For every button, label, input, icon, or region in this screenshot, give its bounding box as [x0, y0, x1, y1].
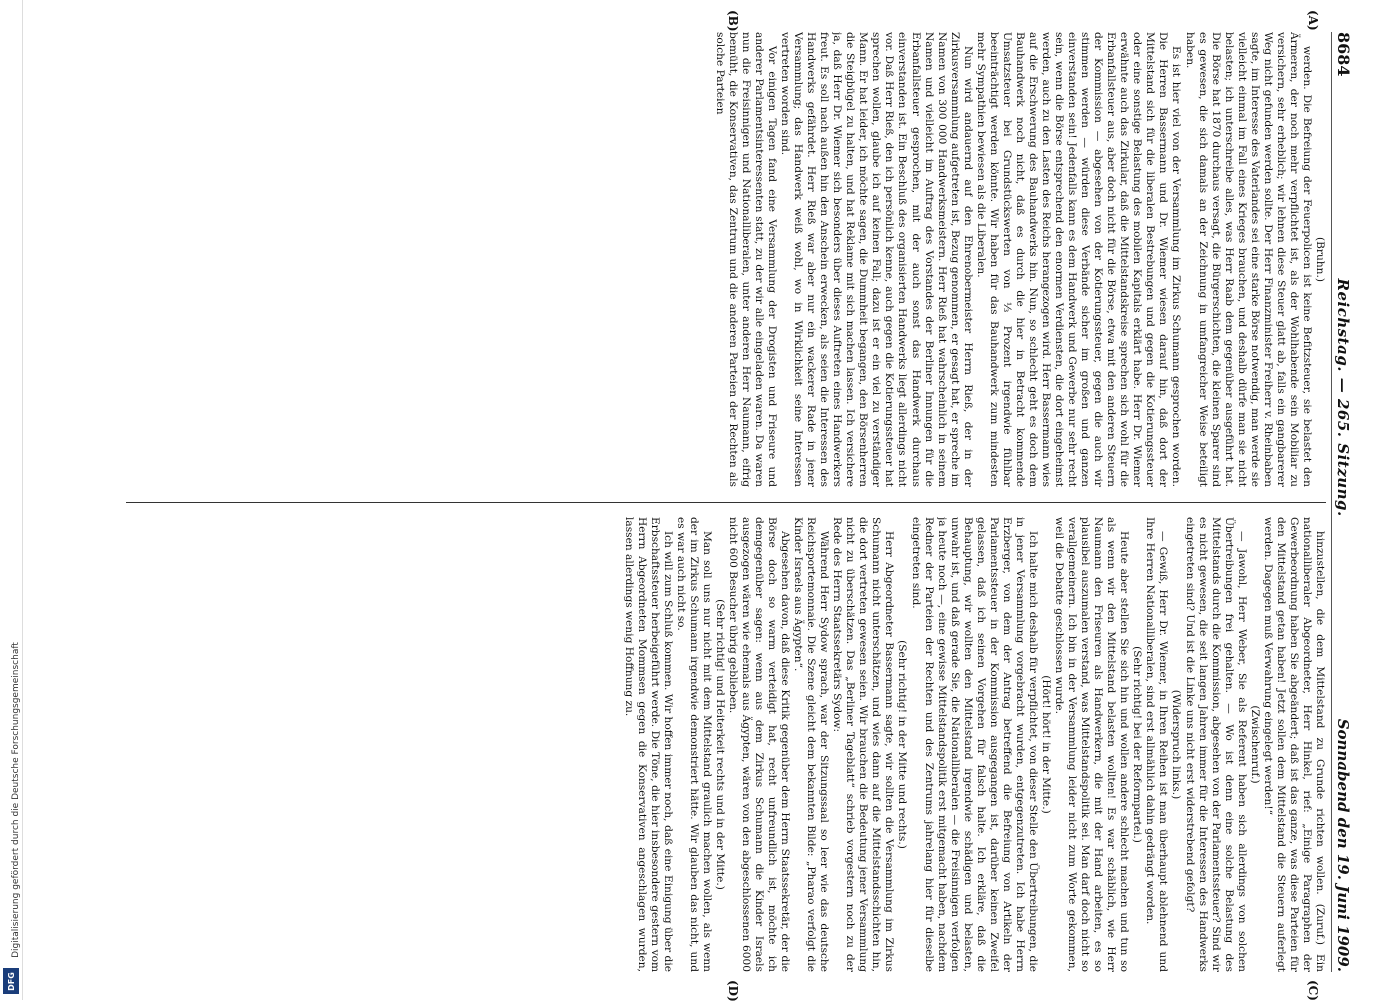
- paragraph: (Sehr richtig! in der Mitte und rechts.): [896, 640, 909, 849]
- paragraph: Nun wird andauernd auf den Ehrenobermeister Herrn Rieß, der in der Zirkusversammlung aufgetreten ist, Bezug genommen, er gesagt hat, er spreche im Namen von 300 000 Handwerksmeistern. Herr Rieß hat wahrscheinlich in seinem Namen und vielleicht im Auftrag des Vorstandes der Berliner Innungen für die Erbanfallsteuer gesprochen, mit der auch sonst das Handwerk durchaus einverstanden ist. Ein Beschluß des organisierten Handwerks liegt allerdings nicht vor. Daß Herr Rieß, den ich persönlich kenne, auch gegen die Kotierungssteuer hat sprechen wollen, glaube ich auf keinen Fall; dazu ist er ein viel zu verständiger Mann. Er hat leider, ich möchte sagen, die Dummheit begangen, den Börsenherren die Steigbügel zu halten, und hat Reklame mit sich machen lassen. Ich versichere ja, daß Herr Dr. Wiemer sich besonders über dieses Auftreten eines Handwerkers freut. Es soll nach außen hin den Anschein erwecken, als seien die Interessen des Handwerks gefährdet. Herr Rieß war aber nur ein wackerer Rade in jener Versammlung; das Handwerk weiß wohl, wo in Wirklichkeit seine Interessen vertreten worden sind.: [779, 32, 974, 487]
- paragraph: (Sehr richtig! und Heiterkeit rechts und in der Mitte.): [713, 599, 726, 890]
- paragraph: (Hört! hört! in der Mitte.): [1040, 675, 1053, 814]
- paragraph: — Gewiß, Herr Dr. Wiemer, in Ihren Reihen ist man überhaupt ablehnend und Ihre Herren Nationalliberalen, sind erst allmählich dahin gedrängt worden.: [1144, 517, 1170, 972]
- digitization-credit: Digitalisierung gefördert durch die Deutsche Forschungsgemeinschaft: [11, 642, 21, 958]
- newspaper-page: [60, 10, 1360, 1002]
- paragraph: Ich will zum Schluß kommen. Wir hoffen immer noch, daß eine Einigung über die Erbschaftssteuer herbeigeführt werde. Die Töne, die hier insbesondere gestern vom Herrn Abgeordneten Mommsen gegen die Konservativen angeschlagen wurden, lassen allerdings wenig Hoffnung zu.: [622, 517, 674, 972]
- digitization-strip: [0, 0, 23, 1000]
- speaker-tag: (Bruhn.): [1314, 237, 1326, 282]
- paragraph: Heute aber stellen Sie sich hin und wollen andere schlecht machen und tun so als wenn wir den Mittelstand belasten wollten! Es war schäblich, wie Herr Naumann den Friseuren als Handwerkern, die mit der Hand arbeiten, es so plausibel auszumalen verstand, was Mittelstandspolitik sei. Man darf doch nicht so verallgemeinern. Ich bin in der Versammlung leider nicht zum Worte gekommen, weil die Debatte geschlossen wurde.: [1053, 517, 1131, 972]
- dfg-logo: [3, 968, 19, 994]
- right-column: [66, 517, 1326, 972]
- paragraph: Herr Abgeordneter Bassermann sagte, wir sollten die Versammlung im Zirkus Schumann nicht unterschätzen, und wies dann auf die Mittelstandsschichten hin, die dort vertreten gewesen seien. Wir brauchen die Bedeutung jener Versammlung nicht zu überschätzen. Das „Berliner Tageblatt“ schrieb vorgestern noch zu der Rede des Herrn Staatssekretärs Sydow:: [831, 517, 896, 972]
- paragraph: Abgesehen davon, daß diese Kritik gegenüber dem Herrn Staatssekretär, der die Börse doch so warm verteidigt hat, recht unfreundlich ist, möchte ich demgegenüber sagen: wenn aus dem Zirkus Schumann die Kinder Israels ausgezogen wären wie ehemals aus Ägypten, wären von den abgeschlossenen 6000 nicht 600 Besucher übrig geblieben.: [726, 517, 792, 972]
- page-header: [1331, 32, 1360, 972]
- paragraph: (Zwischenruf.): [1248, 705, 1261, 784]
- paragraph: (Sehr richtig! bei der Reformpartei.): [1131, 646, 1144, 843]
- paragraph: Vor einigen Tagen fand eine Versammlung der Drogisten und Friseure und anderer Parlamentsinteressenten statt, zu der wir alle eingeladen waren. Da waren nun die Freisinnigen und Nationalliberalen, unter anderen Herr Naumann, eifrig bemüht, die Konservativen, das Zentrum und die anderen Parteien der Rechten als solche Parteien: [713, 32, 779, 487]
- margin-marker-d: (D): [726, 980, 740, 1002]
- paragraph: Ich halte mich deshalb für verpflichtet, von dieser Stelle den Übertreibungen, die in jener Versammlung vorgebracht wurden, entgegenzutreten. Ich habe Herrn Erzberger, von dem der Antrag betreffend die Befreiung von Artikeln der Parlamentssteuer in der Kommission ausgegangen ist, darüber keinen Zweifel gelassen, daß ich seinen Vorgehen für falsch halte. Ich erkläre, daß die Behauptung, wir wollten den Mittelstand irgendwie schädigen und belasten, unwahr ist, und daß gerade Sie, die Nationalliberalen — die Freisinnigen verfolgen ja heute noch —, eine gewisse Mittelstandspolitik erst mitgemacht haben, nachdem Redner der Parteien der Rechten und des Zentrums jahrelang hier für dieselbe eingetreten sind.: [909, 517, 1039, 972]
- page-number: 8684: [1334, 32, 1353, 77]
- margin-marker-a: (A): [1306, 10, 1320, 31]
- margin-marker-b: (B): [726, 10, 740, 32]
- paragraph: — Jawohl, Herr Weber, Sie als Referent haben sich allerdings von solchen Übertreibungen frei gehalten. — Wo ist denn eine solche Belastung des Mittelstands durch die Kommission, abgesehen von der Parlamentssteuer? Sind wir es nicht gewesen, die seit langen Jahren immer für die Interessen des Handwerks eingetreten sind? Und ist die Linke uns nicht erst widerstrebend gefolgt?: [1183, 517, 1248, 972]
- paragraph: Man soll uns nur nicht mit dem Mittelstand graulich machen wollen, als wenn der im Zirkus Schumann irgendwie demonstriert hätte. Wir glauben das nicht, und es war auch nicht so.: [674, 517, 713, 972]
- dfg-logo-text: DFG: [6, 971, 16, 991]
- paragraph: hinzustellen, die dem Mittelstand zu Grunde richten wollen. (Zuruf.) Ein nationalliberaler Abgeordneter, Herr Hinkel, rief: „Einige Paragraphen der Gewerbeordnung haben Sie abgeändert; daß ist das ganze, was diese Parteien für den Mittelstand getan haben! Jetzt sollen dem Mittelstand die Steuern auferlegt werden. Dagegen muß Verwahrung eingelegt werden!“: [1261, 517, 1326, 972]
- session-date: Sonnabend den 19. Juni 1909.: [1334, 718, 1352, 972]
- paragraph: (Widerspruch links.): [1170, 689, 1183, 800]
- paragraph: Während Herr Sydow sprach, war der Sitzungssaal so leer wie das deutsche Reichsportemonnaie. Die Szene gleicht dem bekannten Bilde: „Pharao verfolgt die Kinder Israels aus Ägypten“.: [792, 517, 831, 972]
- left-paragraphs: [713, 32, 1313, 487]
- column-divider: [126, 502, 1326, 503]
- right-paragraphs: [621, 517, 1326, 972]
- session-title: Reichstag. — 265. Sitzung.: [1334, 278, 1352, 517]
- left-column: [66, 32, 1326, 487]
- paragraph: werden. Die Befreiung der Feuerpolicen ist keine Befitzsteuer, sie belastet den Ärmeren, der noch mehr verpflichtet ist, als der Wohlhabende sein Mobiliar zu versichern, sehr erheblich; wir lehnen diese Steuer glatt ab, falls ein gangbarerer Weg nicht gefunden werden sollte. Der Herr Finanzminister Freiherr v. Rheinbaben sagte, im Interesse des Vaterlandes sei eine starke Börse notwendig, man werde sie vielleicht einmal im Fall eines Krieges brauchen, und deshalb dürfe man sie nicht belasten; ich unterschreibe alles, was Herr Raab dem gegenüber ausgeführt hat. Die Börse hat 1870 durchaus versagt, die Bürgerschichten, die kleinen Sparer sind es gewesen, die sich damals an der Zeichnung in umfangreicher Weise beteiligt haben.: [1183, 32, 1313, 487]
- margin-marker-c: (C): [1306, 980, 1320, 1001]
- paragraph: Es ist hier viel von der Versammlung im Zirkus Schumann gesprochen worden. Die Herren Bassermann und Dr. Wiemer wiesen darauf hin, daß dort der Mittelstand sich für die liberalen Bestrebungen und gegen die Kotierungssteuer oder eine sonstige Belastung des mobilen Kapitals erklärt habe. Herr Dr. Wiemer erwähnte auch das Zirkular, daß die Mittelstandskreise sprechen sich wohl für die Erbanfallsteuer aus, aber doch nicht für die Börse, etwa mit den anderen Steuern der Kommission — abgesehen von der Kotierungssteuer, gegen die auch wir stimmen werden — würden diese Verbände sicher im großen und ganzen einverstanden sein! Jedenfalls kann es dem Handwerk und Gewerbe nur sehr recht sein, wenn die Börse entsprechend den enormen Verdiensten, die dort eingeheimst werden, auch zu den Lasten des Reichs herangezogen wird. Herr Bassermann wies auf die Erschwerung des Bauhandwerks hin. Nun, so schlecht geht es doch dem Bauhandwerk noch nicht, daß es durch die hier in Betracht kommende Umsatzsteuer bei Grundstückswerten von ⅓ Prozent irgendwie fühlbar beeinträchtigt werden könnte. Wir haben für das Bauhandwerk zum mindesten mehr Sympathien bewiesen als die Liberalen.: [974, 32, 1183, 487]
